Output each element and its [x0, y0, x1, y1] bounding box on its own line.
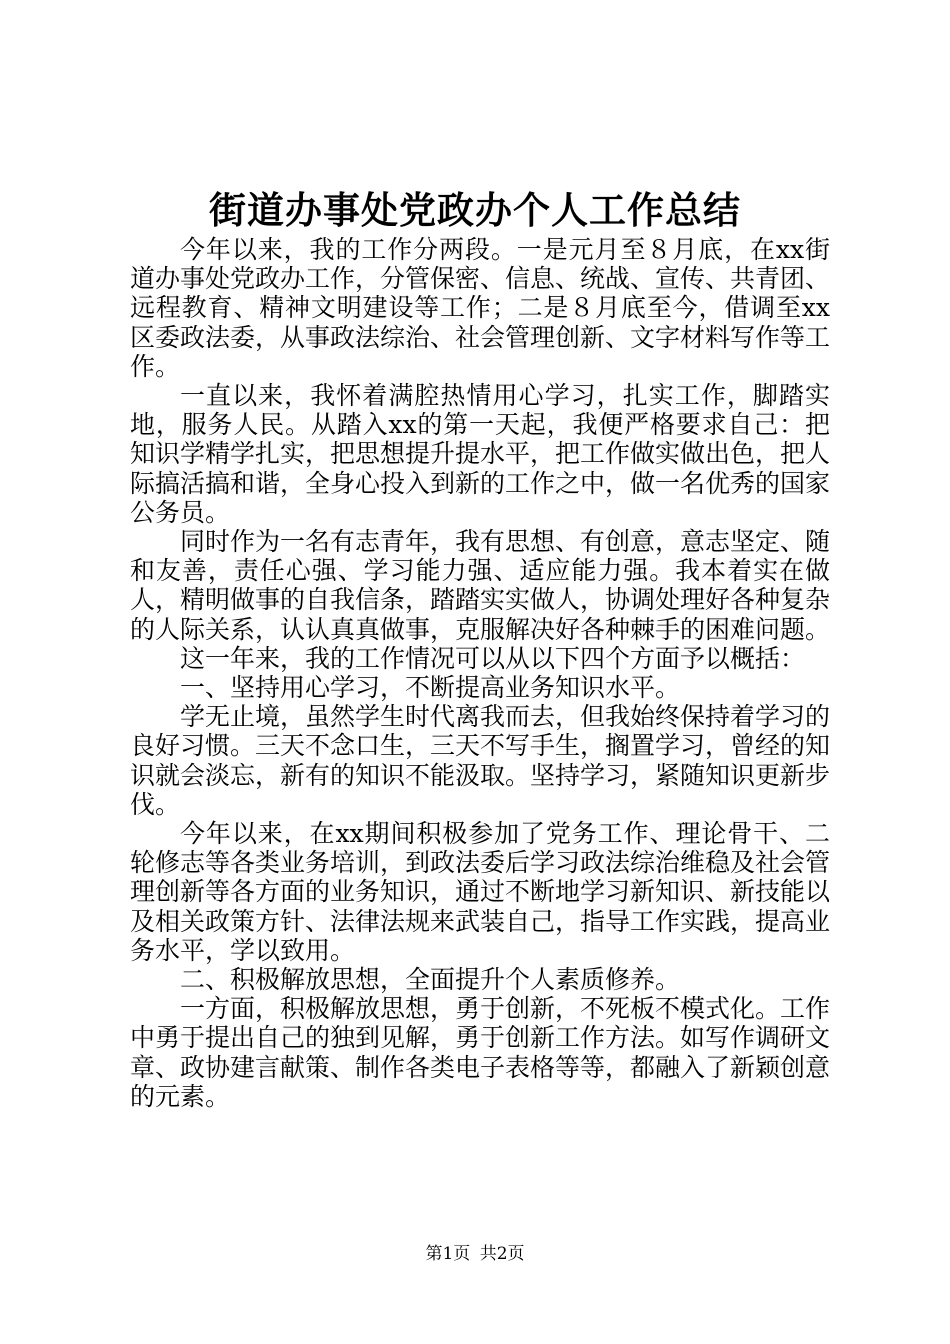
- paragraph: 一方面，积极解放思想，勇于创新，不死板不模式化。工作中勇于提出自己的独到见解，勇于创新工作方法。如写作调研文章、政协建言献策、制作各类电子表格等等，都融入了新颖创意的元素。: [130, 994, 831, 1111]
- page-footer: [0, 1243, 950, 1265]
- paragraph: 一直以来，我怀着满腔热情用心学习，扎实工作，脚踏实地，服务人民。从踏入xx的第一天起，我便严格要求自己：把知识学精学扎实，把思想提升提水平，把工作做实做出色，把人际搞活搞和谐，全身心投入到新的工作之中，做一名优秀的国家公务员。: [130, 381, 831, 527]
- section-heading: 二、积极解放思想，全面提升个人素质修养。: [180, 965, 681, 995]
- document-title: 街道办事处党政办个人工作总结: [209, 188, 741, 232]
- paragraph: 这一年来，我的工作情况可以从以下四个方面予以概括：: [180, 643, 806, 673]
- paragraph: 今年以来，我的工作分两段。一是元月至８月底，在xx街道办事处党政办工作，分管保密、信息、统战、宣传、共青团、远程教育、精神文明建设等工作；二是８月底至今，借调至xx区委政法委，从事政法综治、社会管理创新、文字材料写作等工作。: [130, 235, 831, 381]
- paragraph: 同时作为一名有志青年，我有思想、有创意，意志坚定、随和友善，责任心强、学习能力强、适应能力强。我本着实在做人，精明做事的自我信条，踏踏实实做人，协调处理好各种复杂的人际关系，认认真真做事，克服解决好各种棘手的困难问题。: [130, 527, 831, 644]
- page-number: 第1页: [425, 1244, 471, 1264]
- document-body: [130, 235, 830, 1111]
- section-heading: 一、坚持用心学习，不断提高业务知识水平。: [180, 673, 681, 703]
- page-total: 共2页: [479, 1244, 525, 1264]
- paragraph: 今年以来，在xx期间积极参加了党务工作、理论骨干、二轮修志等各类业务培训，到政法委后学习政法综治维稳及社会管理创新等各方面的业务知识，通过不断地学习新知识、新技能以及相关政策方针、法律法规来武装自己，指导工作实践，提高业务水平，学以致用。: [130, 819, 831, 965]
- paragraph: 学无止境，虽然学生时代离我而去，但我始终保持着学习的良好习惯。三天不念口生，三天不写手生，搁置学习，曾经的知识就会淡忘，新有的知识不能汲取。坚持学习，紧随知识更新步伐。: [130, 702, 831, 819]
